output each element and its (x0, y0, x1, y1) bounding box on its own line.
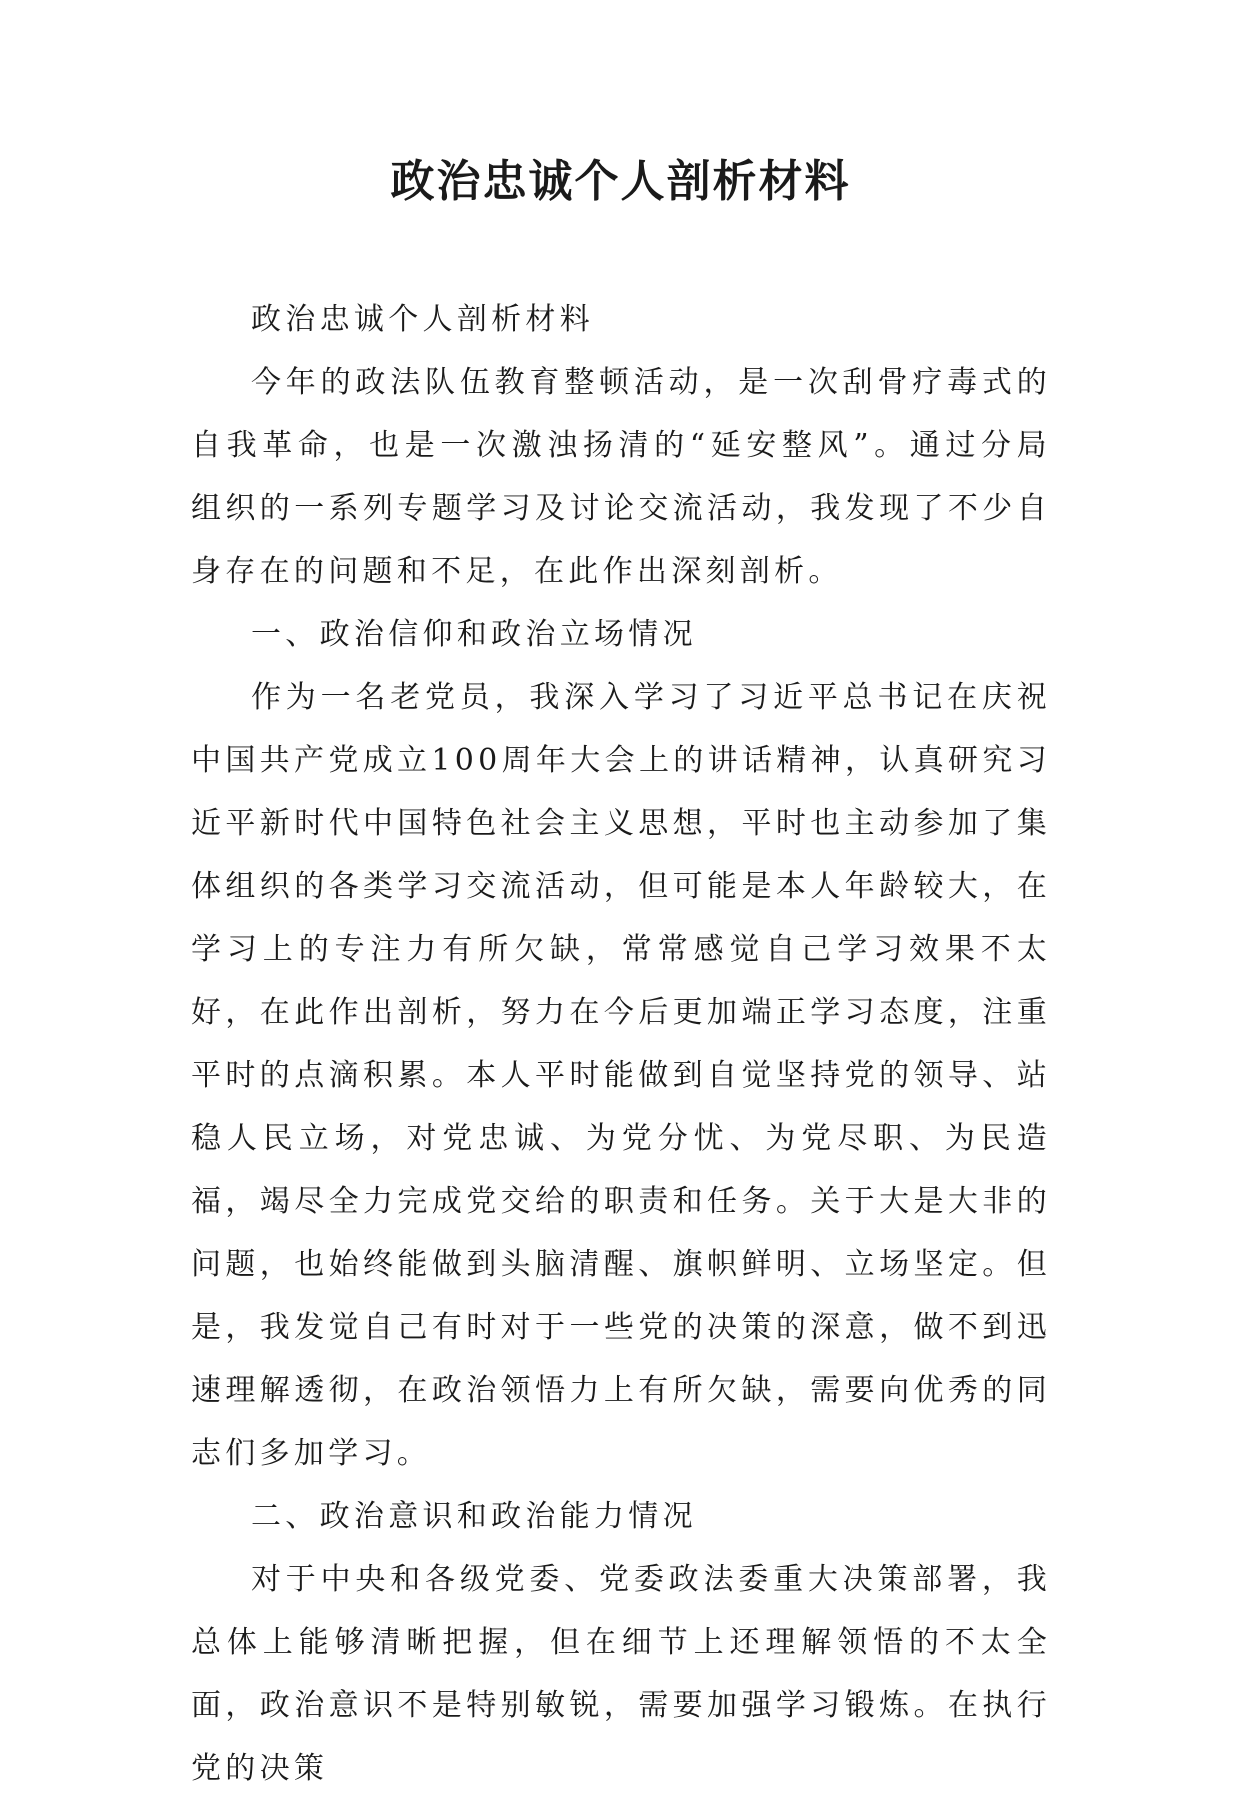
document-title: 政治忠诚个人剖析材料 (390, 156, 851, 207)
paragraph-subtitle: 政治忠诚个人剖析材料 (251, 302, 594, 337)
paragraph-section-1: 作为一名老党员，我深入学习了习近平总书记在庆祝中国共产党成立100周年大会上的讲话精神，认真研究习近平新时代中国特色社会主义思想，平时也主动参加了集体组织的各类学习交流活动，但可能是本人年龄较大，在学习上的专注力有所欠缺，常常感觉自己学习效果不太好，在此作出剖析，努力在今后更加端正学习态度，注重平时的点滴积累。本人平时能做到自觉坚持党的领导、站稳人民立场，对党忠诚、为党分忧、为党尽职、为民造福，竭尽全力完成党交给的职责和任务。关于大是大非的问题，也始终能做到头脑清醒、旗帜鲜明、立场坚定。但是，我发觉自己有时对于一些党的决策的深意，做不到迅速理解透彻，在政治领悟力上有所欠缺，需要向优秀的同志们多加学习。 (191, 680, 1051, 1471)
paragraph-section-2: 对于中央和各级党委、党委政法委重大决策部署，我总体上能够清晰把握，但在细节上还理解领悟的不太全面，政治意识不是特别敏锐，需要加强学习锻炼。在执行党的决策 (191, 1562, 1051, 1786)
section-heading-1: 一、政治信仰和政治立场情况 (251, 617, 697, 652)
section-heading-2: 二、政治意识和政治能力情况 (251, 1499, 697, 1534)
document-body (191, 288, 1051, 1800)
paragraph-intro: 今年的政法队伍教育整顿活动，是一次刮骨疗毒式的自我革命，也是一次激浊扬清的“延安整风”。通过分局组织的一系列专题学习及讨论交流活动，我发现了不少自身存在的问题和不足，在此作出深刻剖析。 (191, 365, 1051, 589)
